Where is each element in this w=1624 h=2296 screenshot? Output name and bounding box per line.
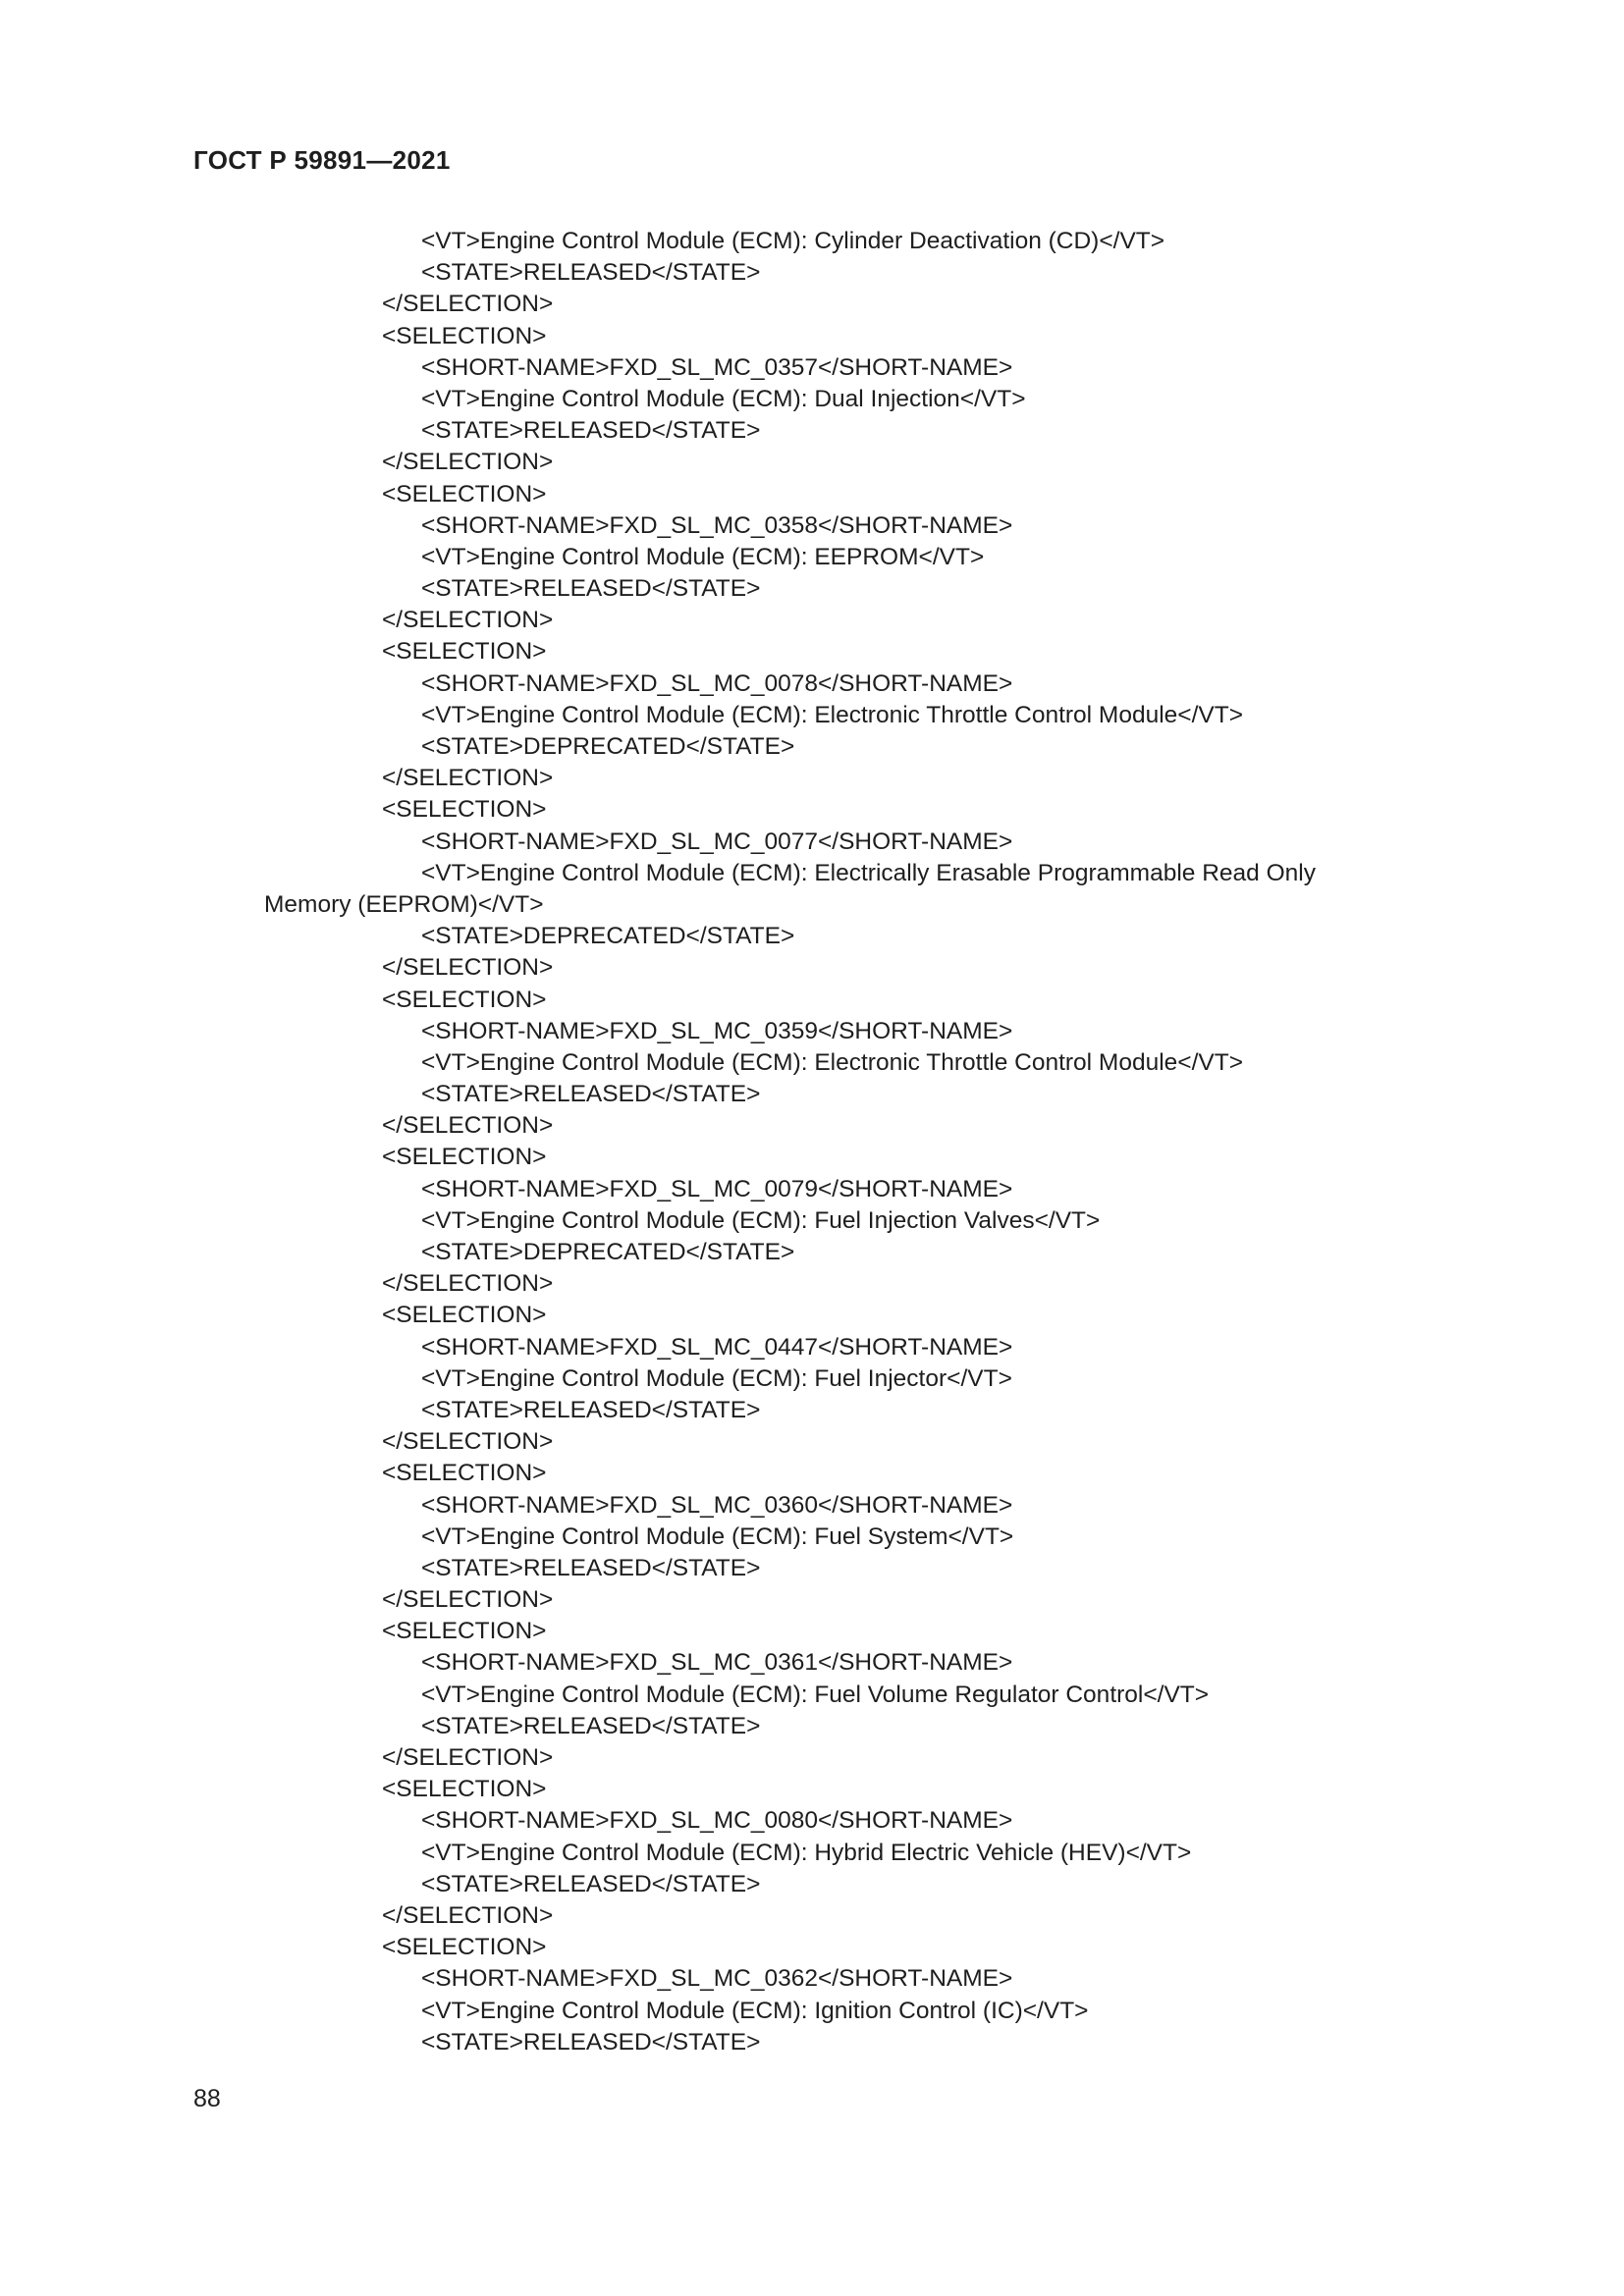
xml-listing: [0, 226, 1624, 2058]
code-line: <STATE>RELEASED</STATE>: [421, 417, 761, 445]
code-line: Memory (EEPROM)</VT>: [264, 890, 544, 918]
code-line: </SELECTION>: [382, 765, 554, 792]
code-line: <SHORT-NAME>FXD_SL_MC_0359</SHORT-NAME>: [421, 1017, 1013, 1044]
code-line: <STATE>RELEASED</STATE>: [421, 1712, 761, 1739]
code-line: <SELECTION>: [382, 1144, 547, 1171]
code-line: </SELECTION>: [382, 291, 554, 318]
code-line: </SELECTION>: [382, 449, 554, 476]
code-line: <VT>Engine Control Module (ECM): Cylinder Deactivation (CD)</VT>: [421, 228, 1165, 254]
code-line: <VT>Engine Control Module (ECM): EEPROM</VT>: [421, 543, 985, 570]
code-line: <VT>Engine Control Module (ECM): Fuel System</VT>: [421, 1522, 1014, 1550]
code-line: <VT>Engine Control Module (ECM): Electrically Erasable Programmable Read Only: [421, 859, 1316, 886]
document-header: ГОСТ Р 59891—2021: [193, 145, 451, 175]
code-line: <VT>Engine Control Module (ECM): Ignition Control (IC)</VT>: [421, 1997, 1089, 2024]
code-line: <VT>Engine Control Module (ECM): Hybrid Electric Vehicle (HEV)</VT>: [421, 1839, 1192, 1866]
code-line: <SHORT-NAME>FXD_SL_MC_0077</SHORT-NAME>: [421, 828, 1013, 855]
code-line: <SHORT-NAME>FXD_SL_MC_0361</SHORT-NAME>: [421, 1649, 1013, 1677]
code-line: <SELECTION>: [382, 1776, 547, 1803]
code-line: <STATE>DEPRECATED</STATE>: [421, 923, 795, 950]
code-line: <VT>Engine Control Module (ECM): Fuel Injection Valves</VT>: [421, 1206, 1101, 1234]
code-line: <STATE>RELEASED</STATE>: [421, 1081, 761, 1108]
code-line: <SELECTION>: [382, 1934, 547, 1961]
code-line: <SELECTION>: [382, 322, 547, 349]
code-line: </SELECTION>: [382, 607, 554, 634]
code-line: <SHORT-NAME>FXD_SL_MC_0447</SHORT-NAME>: [421, 1333, 1013, 1361]
code-line: </SELECTION>: [382, 954, 554, 982]
code-line: <STATE>RELEASED</STATE>: [421, 1554, 761, 1581]
code-line: <VT>Engine Control Module (ECM): Fuel Injector</VT>: [421, 1364, 1012, 1392]
code-line: </SELECTION>: [382, 1901, 554, 1929]
code-line: <SHORT-NAME>FXD_SL_MC_0360</SHORT-NAME>: [421, 1491, 1013, 1519]
code-line: <SHORT-NAME>FXD_SL_MC_0358</SHORT-NAME>: [421, 511, 1013, 539]
code-line: <SHORT-NAME>FXD_SL_MC_0362</SHORT-NAME>: [421, 1965, 1013, 1993]
code-line: <VT>Engine Control Module (ECM): Electronic Throttle Control Module</VT>: [421, 701, 1244, 728]
code-line: <SELECTION>: [382, 480, 547, 507]
code-line: <STATE>DEPRECATED</STATE>: [421, 733, 795, 760]
code-line: <SELECTION>: [382, 1302, 547, 1329]
code-line: <SHORT-NAME>FXD_SL_MC_0078</SHORT-NAME>: [421, 669, 1013, 697]
code-line: <STATE>RELEASED</STATE>: [421, 1396, 761, 1423]
page-number: 88: [193, 2085, 221, 2112]
code-line: <VT>Engine Control Module (ECM): Fuel Volume Regulator Control</VT>: [421, 1681, 1210, 1708]
code-line: <SELECTION>: [382, 1460, 547, 1487]
code-line: </SELECTION>: [382, 1586, 554, 1614]
code-line: <STATE>RELEASED</STATE>: [421, 1870, 761, 1897]
code-line: </SELECTION>: [382, 1270, 554, 1298]
code-line: <STATE>RELEASED</STATE>: [421, 2028, 761, 2056]
code-line: <VT>Engine Control Module (ECM): Dual Injection</VT>: [421, 385, 1026, 412]
code-line: <STATE>RELEASED</STATE>: [421, 259, 761, 287]
code-line: <SHORT-NAME>FXD_SL_MC_0080</SHORT-NAME>: [421, 1807, 1013, 1835]
code-line: <SHORT-NAME>FXD_SL_MC_0079</SHORT-NAME>: [421, 1175, 1013, 1202]
code-line: <SHORT-NAME>FXD_SL_MC_0357</SHORT-NAME>: [421, 353, 1013, 381]
code-line: <SELECTION>: [382, 796, 547, 824]
code-line: </SELECTION>: [382, 1112, 554, 1140]
code-line: <SELECTION>: [382, 638, 547, 666]
code-line: <SELECTION>: [382, 1618, 547, 1645]
code-line: <STATE>DEPRECATED</STATE>: [421, 1239, 795, 1265]
code-line: <VT>Engine Control Module (ECM): Electronic Throttle Control Module</VT>: [421, 1048, 1244, 1076]
code-line: <STATE>RELEASED</STATE>: [421, 575, 761, 603]
code-line: </SELECTION>: [382, 1744, 554, 1771]
code-line: </SELECTION>: [382, 1428, 554, 1456]
code-line: <SELECTION>: [382, 986, 547, 1013]
